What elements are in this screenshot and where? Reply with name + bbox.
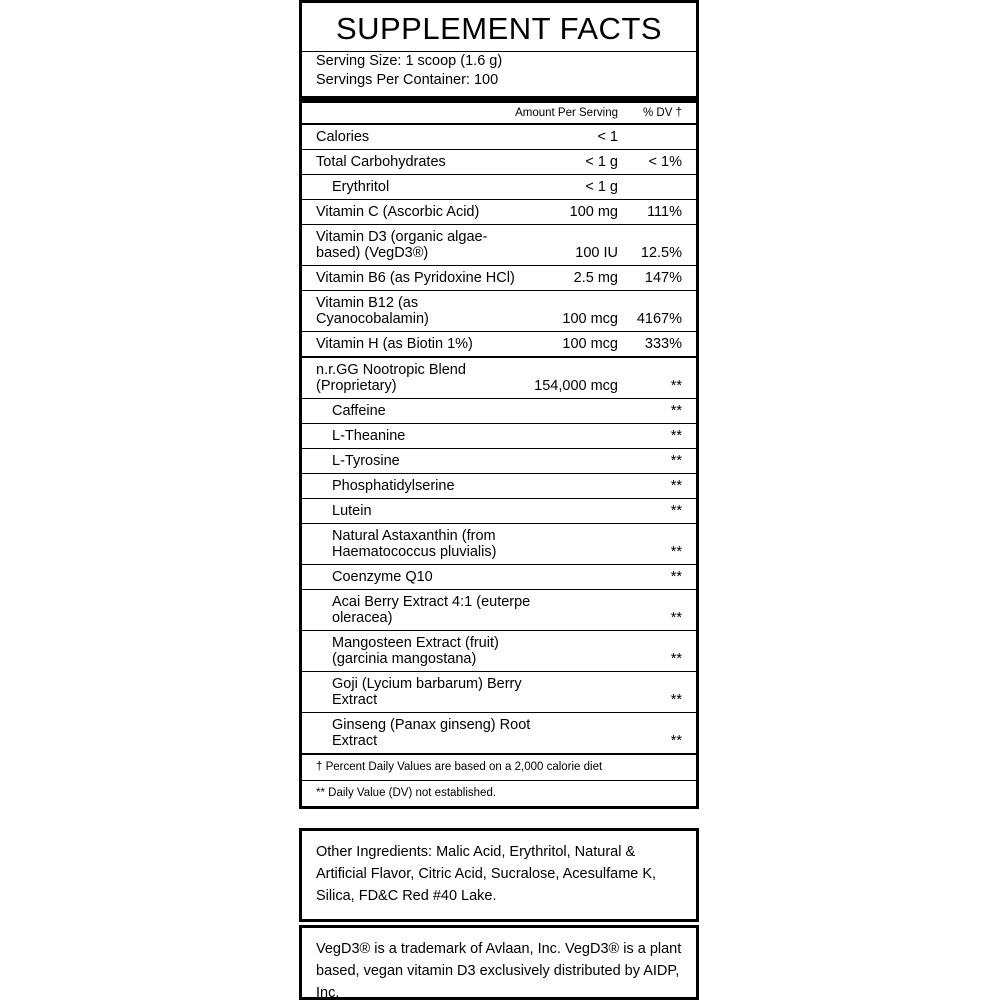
nutrient-name: Vitamin B12 (as Cyanocobalamin) (302, 291, 515, 332)
table-row (302, 399, 696, 424)
blend-dv: ** (624, 672, 696, 713)
blend-name: Acai Berry Extract 4:1 (euterpe oleracea) (302, 590, 534, 631)
blend-amount (534, 399, 624, 424)
trademark-panel (299, 925, 699, 1000)
blend-name: Goji (Lycium barbarum) Berry Extract (302, 672, 534, 713)
blend-amount (534, 590, 624, 631)
supplement-facts-panel (299, 0, 699, 809)
table-row (302, 524, 696, 565)
nutrient-name: Vitamin D3 (organic algae-based) (VegD3®) (302, 225, 515, 266)
blend-dv: ** (624, 399, 696, 424)
blend-name: Phosphatidylserine (302, 474, 534, 499)
servings-per-container: Servings Per Container: 100 (316, 72, 499, 88)
nutrient-amount: 100 mcg (515, 332, 624, 357)
blend-amount (534, 449, 624, 474)
blend-dv: ** (624, 449, 696, 474)
table-row (302, 200, 696, 225)
nutrient-name: Erythritol (302, 175, 515, 200)
blend-dv: ** (624, 713, 696, 754)
nutrient-dv: < 1% (624, 150, 696, 175)
blend-name: L-Theanine (302, 424, 534, 449)
nutrient-dv: 12.5% (624, 225, 696, 266)
blend-name: Ginseng (Panax ginseng) Root Extract (302, 713, 534, 754)
table-row (302, 590, 696, 631)
blend-name: Mangosteen Extract (fruit) (garcinia mangostana) (302, 631, 534, 672)
nutrient-amount: < 1 g (515, 175, 624, 200)
blend-dv: ** (624, 424, 696, 449)
blend-amount (534, 474, 624, 499)
table-row (302, 358, 696, 399)
nutrient-amount: < 1 g (515, 150, 624, 175)
table-row (302, 565, 696, 590)
nutrient-amount: 100 IU (515, 225, 624, 266)
other-ingredients-panel (299, 828, 699, 922)
blend-amount (534, 524, 624, 565)
table-row (302, 291, 696, 332)
nutrient-amount: 100 mg (515, 200, 624, 225)
nutrient-name: Vitamin B6 (as Pyridoxine HCl) (302, 266, 515, 291)
nutrient-dv: 147% (624, 266, 696, 291)
blend-dv: ** (624, 499, 696, 524)
panel-title: SUPPLEMENT FACTS (335, 11, 663, 46)
table-row (302, 672, 696, 713)
nutrient-dv (624, 124, 696, 150)
trademark-text: VegD3® is a trademark of Avlaan, Inc. VegD3® is a plant based, vegan vitamin D3 exclusively distributed by AIDP, Inc. (316, 941, 682, 1000)
nutrient-amount: 100 mcg (515, 291, 624, 332)
table-row (302, 499, 696, 524)
nutrient-dv (624, 175, 696, 200)
table-row (302, 225, 696, 266)
blend-amount (534, 713, 624, 754)
serving-size: Serving Size: 1 scoop (1.6 g) (316, 53, 503, 69)
blend-name: Lutein (302, 499, 534, 524)
footnote-daily-values: † Percent Daily Values are based on a 2,000 calorie diet (316, 761, 603, 773)
blend-name: n.r.GG Nootropic Blend (Proprietary) (316, 362, 466, 394)
blend-dv: ** (670, 378, 682, 394)
table-row (302, 713, 696, 754)
blend-amount: 154,000 mcg (534, 378, 618, 394)
table-row (302, 150, 696, 175)
column-header-row (302, 103, 696, 124)
blend-amount (534, 499, 624, 524)
table-row (302, 175, 696, 200)
blend-amount (534, 424, 624, 449)
column-header-amount: Amount Per Serving (515, 107, 618, 119)
nutrient-dv: 333% (624, 332, 696, 357)
blend-table (302, 358, 696, 753)
column-header-dv: % DV † (643, 107, 682, 119)
table-row (302, 424, 696, 449)
column-header-spacer (302, 103, 515, 124)
blend-name: Natural Astaxanthin (from Haematococcus pluvialis) (302, 524, 534, 565)
table-row (302, 332, 696, 357)
blend-dv: ** (624, 524, 696, 565)
nutrient-amount: 2.5 mg (515, 266, 624, 291)
table-row (302, 124, 696, 150)
blend-name: Caffeine (302, 399, 534, 424)
blend-dv: ** (624, 631, 696, 672)
table-row (302, 631, 696, 672)
blend-amount (534, 631, 624, 672)
divider-above-columns (302, 96, 696, 103)
serving-info (302, 52, 696, 96)
nutrient-amount: < 1 (515, 124, 624, 150)
nutrient-name: Calories (302, 124, 515, 150)
nutrition-table (302, 103, 696, 356)
footnote-dv-not-established: ** Daily Value (DV) not established. (316, 787, 497, 799)
nutrient-name: Total Carbohydrates (302, 150, 515, 175)
nutrient-dv: 4167% (624, 291, 696, 332)
nutrient-name: Vitamin C (Ascorbic Acid) (302, 200, 515, 225)
blend-name: Coenzyme Q10 (302, 565, 534, 590)
table-row (302, 474, 696, 499)
blend-amount (534, 565, 624, 590)
blend-amount (534, 672, 624, 713)
blend-dv: ** (624, 590, 696, 631)
table-row (302, 266, 696, 291)
nutrient-name: Vitamin H (as Biotin 1%) (302, 332, 515, 357)
other-ingredients-text: Other Ingredients: Malic Acid, Erythritol, Natural & Artificial Flavor, Citric Acid, Sucralose, Acesulfame K, Silica, FD&C Red #40 Lake. (316, 844, 657, 904)
blend-dv: ** (624, 474, 696, 499)
blend-dv: ** (624, 565, 696, 590)
blend-name: L-Tyrosine (302, 449, 534, 474)
nutrient-dv: 111% (624, 200, 696, 225)
table-row (302, 449, 696, 474)
